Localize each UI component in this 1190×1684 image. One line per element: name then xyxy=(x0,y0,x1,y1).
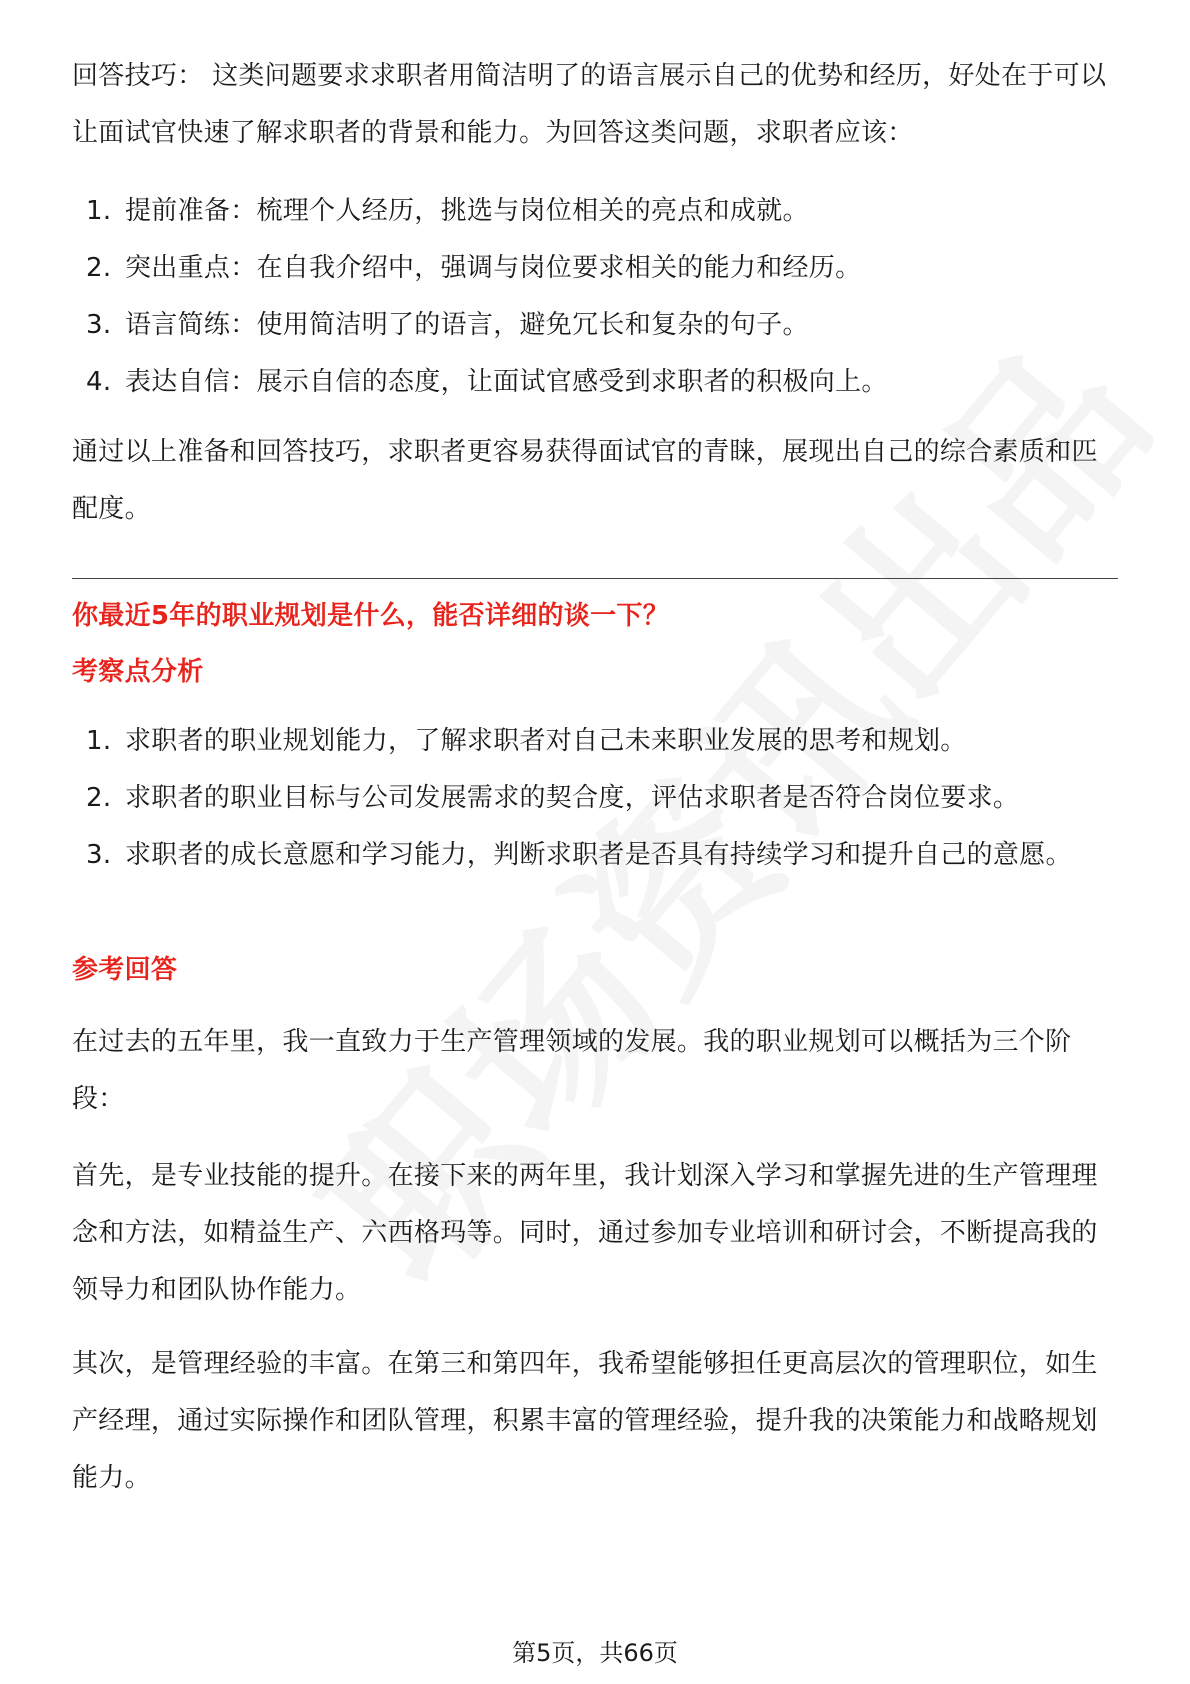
list-item: 3. 求职者的成长意愿和学习能力，判断求职者是否具有持续学习和提升自己的意愿。 xyxy=(86,840,1072,870)
document-page xyxy=(72,0,1118,1684)
tips-paragraph: 回答技巧： 这类问题要求求职者用简洁明了的语言展示自己的优势和经历，好处在于可以让面试官快速了解求职者的背景和能力。为回答这类问题，求职者应该： xyxy=(72,61,1107,148)
list-item: 2. 求职者的职业目标与公司发展需求的契合度，评估求职者是否符合岗位要求。 xyxy=(86,783,1020,813)
list-item: 1. 提前准备：梳理个人经历，挑选与岗位相关的亮点和成就。 xyxy=(86,196,809,226)
answer-paragraph: 在过去的五年里，我一直致力于生产管理领域的发展。我的职业规划可以概括为三个阶段： xyxy=(72,1027,1072,1114)
page-number: 第5页，共66页 xyxy=(512,1639,678,1667)
answer-paragraph: 其次，是管理经验的丰富。在第三和第四年，我希望能够担任更高层次的管理职位，如生产经理，通过实际操作和团队管理，积累丰富的管理经验，提升我的决策能力和战略规划能力。 xyxy=(72,1349,1098,1493)
list-item: 3. 语言简练：使用简洁明了的语言，避免冗长和复杂的句子。 xyxy=(86,310,809,340)
analysis-heading: 考察点分析 xyxy=(72,657,204,687)
list-item: 1. 求职者的职业规划能力，了解求职者对自己未来职业发展的思考和规划。 xyxy=(86,726,967,756)
closing-paragraph: 通过以上准备和回答技巧，求职者更容易获得面试官的青睐，展现出自己的综合素质和匹配度。 xyxy=(72,437,1098,524)
list-item: 4. 表达自信：展示自信的态度，让面试官感受到求职者的积极向上。 xyxy=(86,367,888,397)
question-title: 你最近5年的职业规划是什么，能否详细的谈一下？ xyxy=(72,601,669,631)
analysis-list xyxy=(72,713,1118,884)
list-item: 2. 突出重点：在自我介绍中，强调与岗位要求相关的能力和经历。 xyxy=(86,253,862,283)
answer-paragraph: 首先，是专业技能的提升。在接下来的两年里，我计划深入学习和掌握先进的生产管理理念和方法，如精益生产、六西格玛等。同时，通过参加专业培训和研讨会，不断提高我的领导力和团队协作能力。 xyxy=(72,1161,1098,1305)
answer-heading: 参考回答 xyxy=(72,955,178,985)
tips-list xyxy=(72,183,1118,411)
section-divider xyxy=(72,578,1118,579)
